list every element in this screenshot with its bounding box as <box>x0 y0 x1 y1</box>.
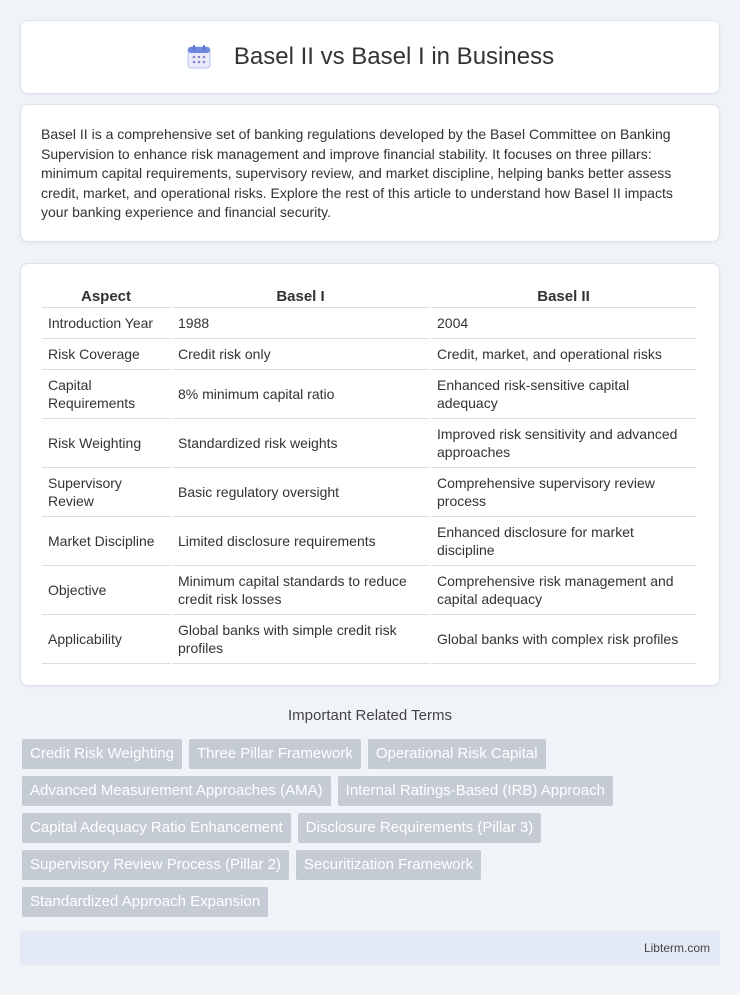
comparison-table <box>40 284 698 664</box>
page-title: Basel II vs Basel I in Business <box>233 43 555 70</box>
table-cell: Supervisory Review <box>42 468 170 517</box>
header-aspect: Aspect <box>42 284 170 308</box>
table-cell: Credit, market, and operational risks <box>431 339 696 370</box>
table-cell: Risk Coverage <box>42 339 170 370</box>
related-term-tag[interactable]: Internal Ratings-Based (IRB) Approach <box>338 776 613 806</box>
calendar-icon <box>186 44 212 70</box>
related-term-tag[interactable]: Credit Risk Weighting <box>22 739 182 769</box>
table-row <box>42 468 696 517</box>
table-cell: Minimum capital standards to reduce credit risk losses <box>172 566 429 615</box>
table-cell: Standardized risk weights <box>172 419 429 468</box>
table-cell: Credit risk only <box>172 339 429 370</box>
table-cell: Global banks with simple credit risk profiles <box>172 615 429 664</box>
related-term-tag[interactable]: Disclosure Requirements (Pillar 3) <box>298 813 542 843</box>
table-row <box>42 308 696 339</box>
related-term-tag[interactable]: Three Pillar Framework <box>189 739 361 769</box>
intro-text: Basel II is a comprehensive set of banking regulations developed by the Basel Committee on Banking Supervision to enhance risk management and improve financial stability. It focuses on three pillars: minimum capital requirements, supervisory review, and market discipline, helping banks better assess credit, market, and operational risks. Explore the rest of this article to understand how Basel II impacts your banking experience and financial security. <box>41 126 673 220</box>
related-term-tag[interactable]: Securitization Framework <box>296 850 481 880</box>
related-term-tag[interactable]: Supervisory Review Process (Pillar 2) <box>22 850 289 880</box>
comparison-table-card <box>20 263 720 686</box>
table-header-row <box>42 284 696 308</box>
table-cell: Limited disclosure requirements <box>172 517 429 566</box>
table-row <box>42 517 696 566</box>
table-cell: Objective <box>42 566 170 615</box>
table-row <box>42 370 696 419</box>
footer <box>20 931 720 965</box>
table-cell: Comprehensive supervisory review process <box>431 468 696 517</box>
table-cell: Improved risk sensitivity and advanced approaches <box>431 419 696 468</box>
table-cell: Basic regulatory oversight <box>172 468 429 517</box>
table-cell: Enhanced risk-sensitive capital adequacy <box>431 370 696 419</box>
table-cell: Applicability <box>42 615 170 664</box>
header-basel-i: Basel I <box>172 284 429 308</box>
table-cell: 1988 <box>172 308 429 339</box>
table-cell: Risk Weighting <box>42 419 170 468</box>
related-term-tag[interactable]: Standardized Approach Expansion <box>22 887 268 917</box>
header-basel-ii: Basel II <box>431 284 696 308</box>
table-row <box>42 339 696 370</box>
related-term-tag[interactable]: Capital Adequacy Ratio Enhancement <box>22 813 291 843</box>
table-cell: 8% minimum capital ratio <box>172 370 429 419</box>
table-cell: 2004 <box>431 308 696 339</box>
table-cell: Comprehensive risk management and capital adequacy <box>431 566 696 615</box>
intro-card <box>20 104 720 242</box>
table-cell: Enhanced disclosure for market discipline <box>431 517 696 566</box>
table-cell: Introduction Year <box>42 308 170 339</box>
table-row <box>42 566 696 615</box>
table-cell: Market Discipline <box>42 517 170 566</box>
table-cell: Capital Requirements <box>42 370 170 419</box>
related-term-tag[interactable]: Operational Risk Capital <box>368 739 546 769</box>
related-terms-list <box>22 739 722 924</box>
related-term-tag[interactable]: Advanced Measurement Approaches (AMA) <box>22 776 331 806</box>
table-row <box>42 419 696 468</box>
header-card <box>20 20 720 94</box>
table-row <box>42 615 696 664</box>
related-terms-title: Important Related Terms <box>288 707 452 724</box>
table-cell: Global banks with complex risk profiles <box>431 615 696 664</box>
footer-site-link[interactable]: Libterm.com <box>643 941 710 955</box>
